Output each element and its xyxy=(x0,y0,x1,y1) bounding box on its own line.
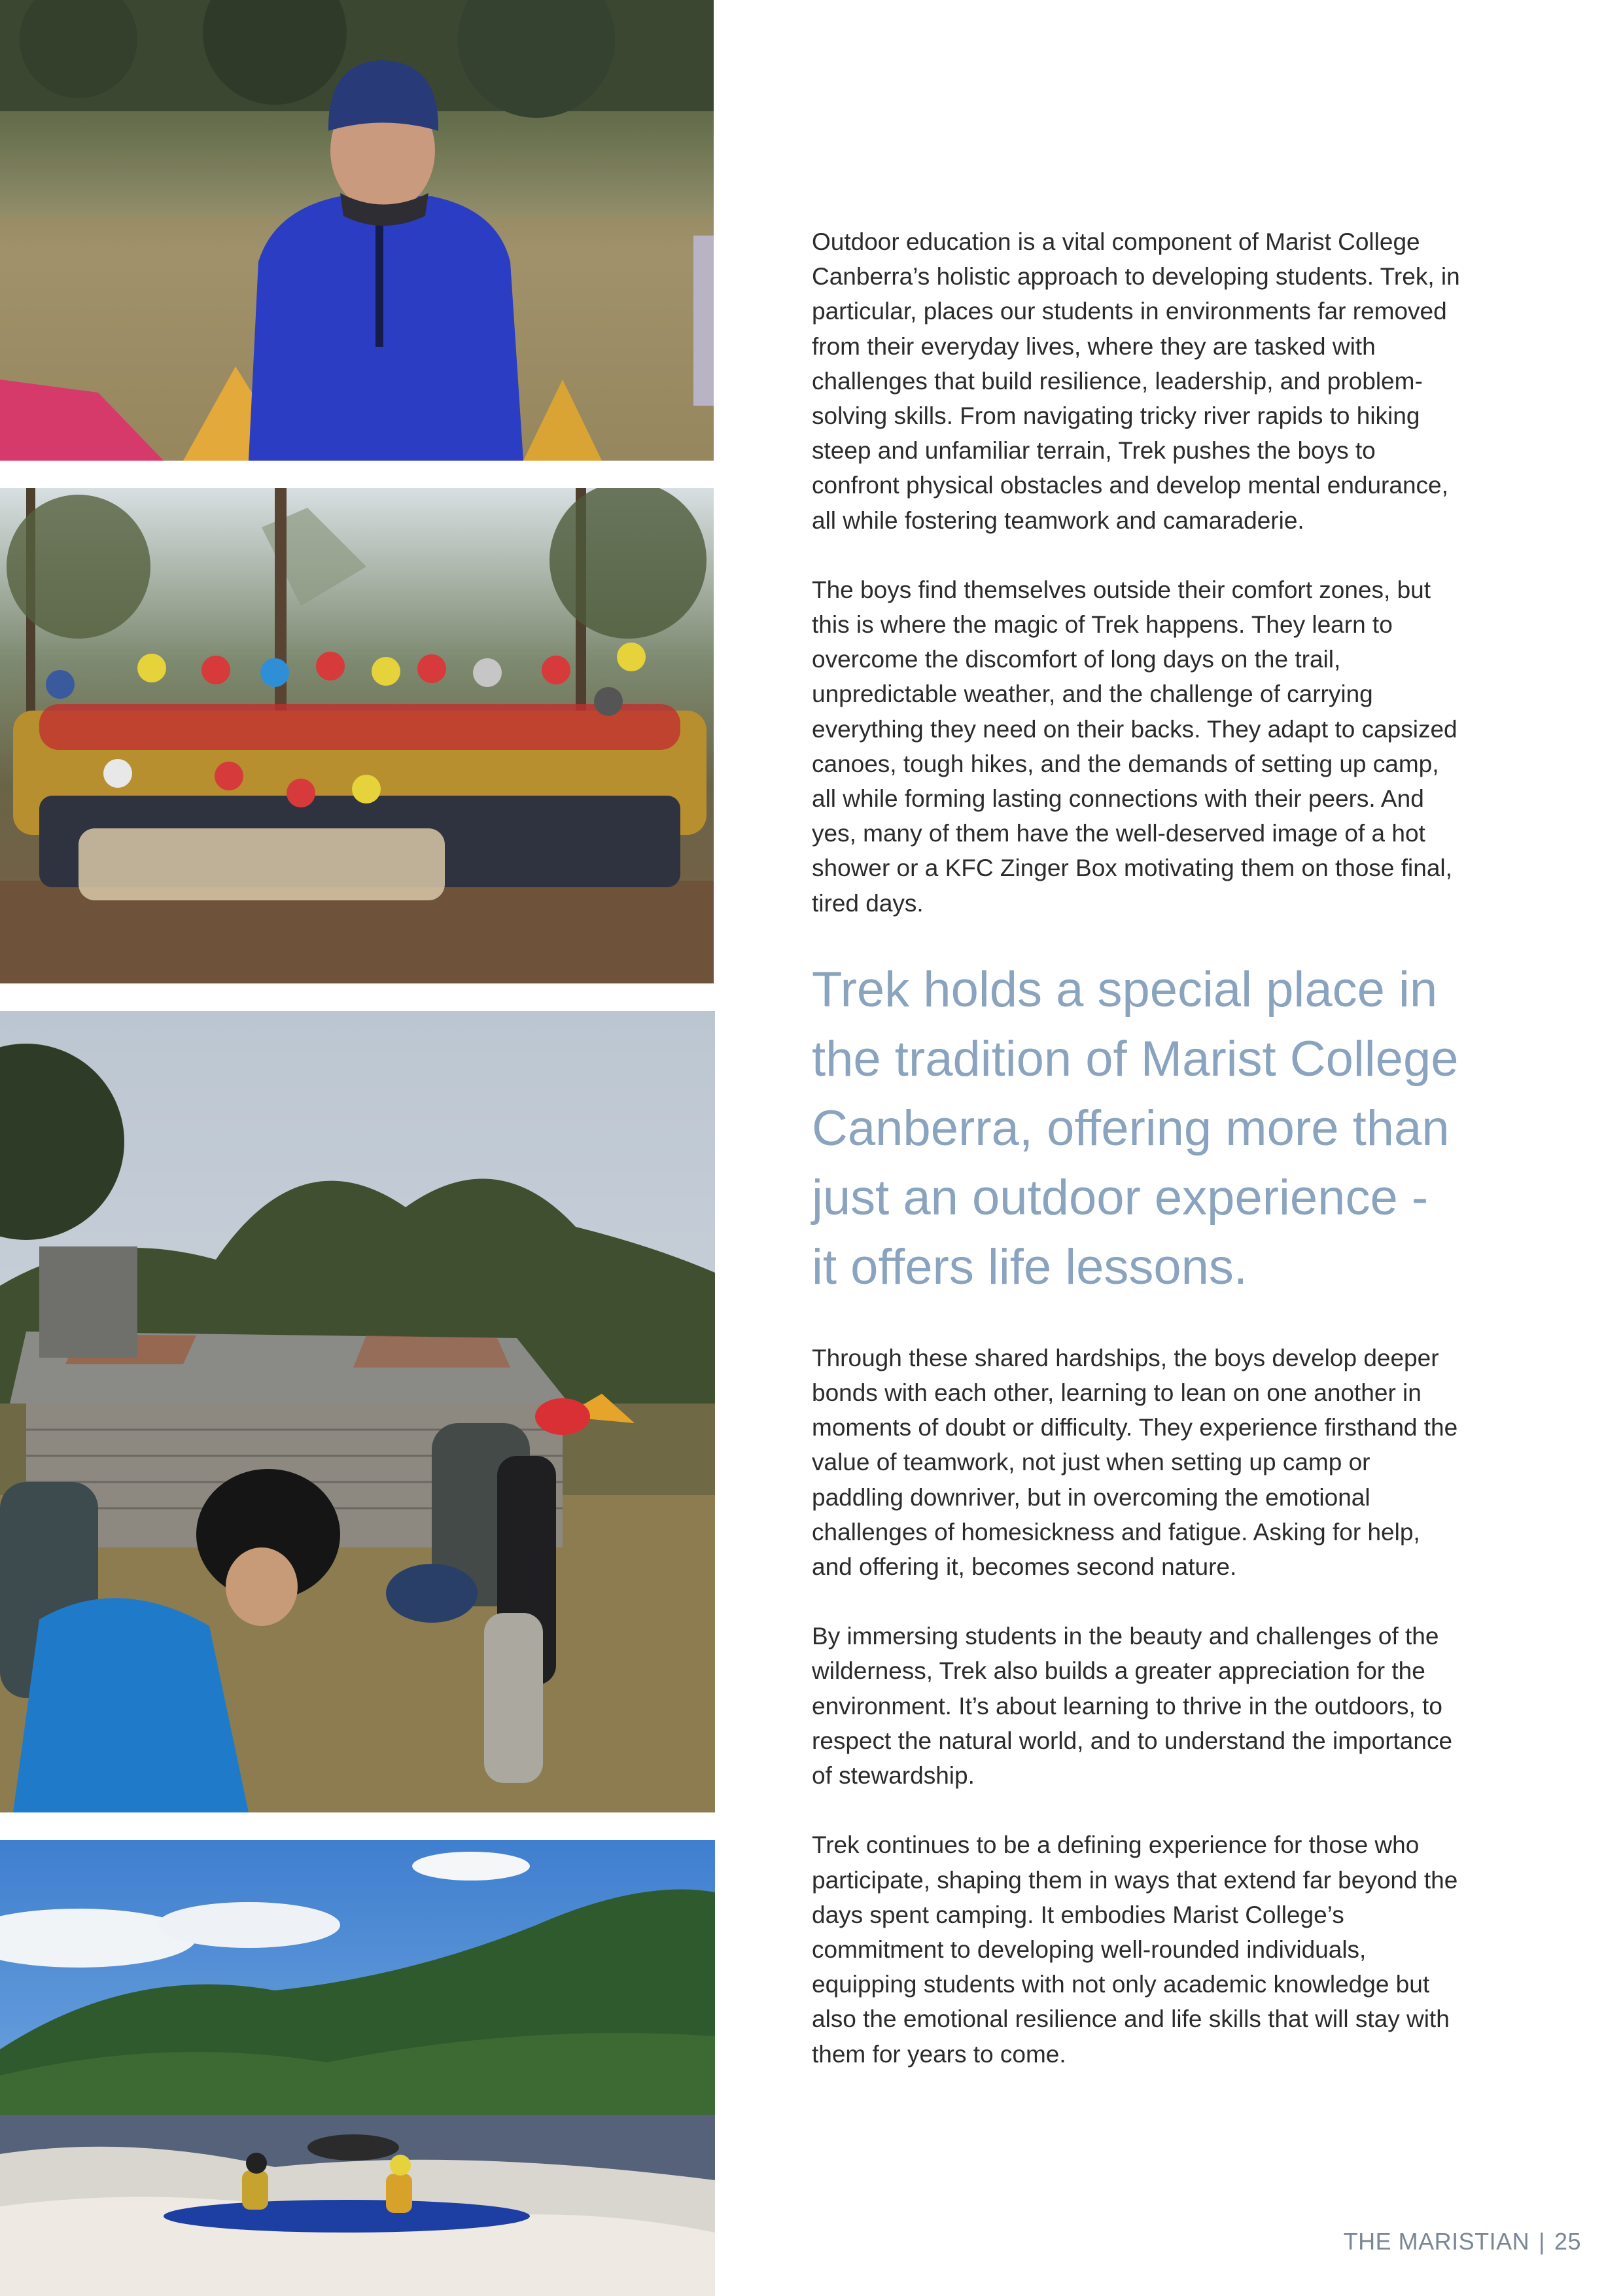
article-paragraph-3: Through these shared hardships, the boys develop deeper bonds with each other, learning to lean on one another in moments of doubt or difficulty. They experience firsthand the value of teamwork, not just when setting up camp or paddling downriver, but in overcoming the emotional challenges of homesickness and fatigue. Asking for help, and offering it, becomes second nature. xyxy=(812,1344,1458,1581)
photo-student-beanie xyxy=(0,0,714,461)
page-number: 25 xyxy=(1554,2228,1581,2255)
article-paragraph-2: The boys find themselves outside their comfort zones, but this is where the magic of Trek happens. They learn to overcome the discomfort of long days on the trail, unpredictable weather, and the challenge of carrying everything they need on their backs. They adapt to capsized canoes, tough hikes, and the demands of setting up camp, all while forming lasting connections with their peers. And yes, many of them have the well-deserved image of a hot shower or a KFC Zinger Box motivating them on those final, tired days. xyxy=(812,576,1457,917)
publication-name: THE MARISTIAN xyxy=(1343,2228,1530,2255)
photo-river-kayak xyxy=(0,1840,715,2296)
article-paragraph-4: By immersing students in the beauty and challenges of the wilderness, Trek also builds a greater appreciation for the environment. It’s about learning to thrive in the outdoors, to respect the natural world, and to understand the importance of stewardship. xyxy=(812,1623,1453,1790)
page-footer xyxy=(1344,2228,1581,2255)
article-paragraph-1: Outdoor education is a vital component of Marist College Canberra’s holistic approach to developing students. Trek, in particular, places our students in environments far removed from their everyday lives, where they are tasked with challenges that build resilience, leadership, and problem-solving skills. From navigating tricky river rapids to hiking steep and unfamiliar terrain, Trek pushes the boys to confront physical obstacles and develop mental endurance, all while fostering teamwork and camaraderie. xyxy=(812,228,1460,534)
footer-separator: | xyxy=(1539,2228,1545,2255)
pull-quote: Trek holds a special place in the tradition of Marist College Canberra, offering more than just an outdoor experience - it offers life lessons. xyxy=(812,961,1459,1295)
article-body xyxy=(812,224,1466,2106)
photo-hikers-hut xyxy=(0,1011,715,1812)
photo-rafting-group xyxy=(0,488,714,983)
article-paragraph-5: Trek continues to be a defining experience for those who participate, shaping them in ways that extend far beyond the days spent camping. It embodies Marist College’s commitment to developing well-rounded individuals, equipping students with not only academic knowledge but also the emotional resilience and life skills that will stay with them for years to come. xyxy=(812,1831,1458,2068)
